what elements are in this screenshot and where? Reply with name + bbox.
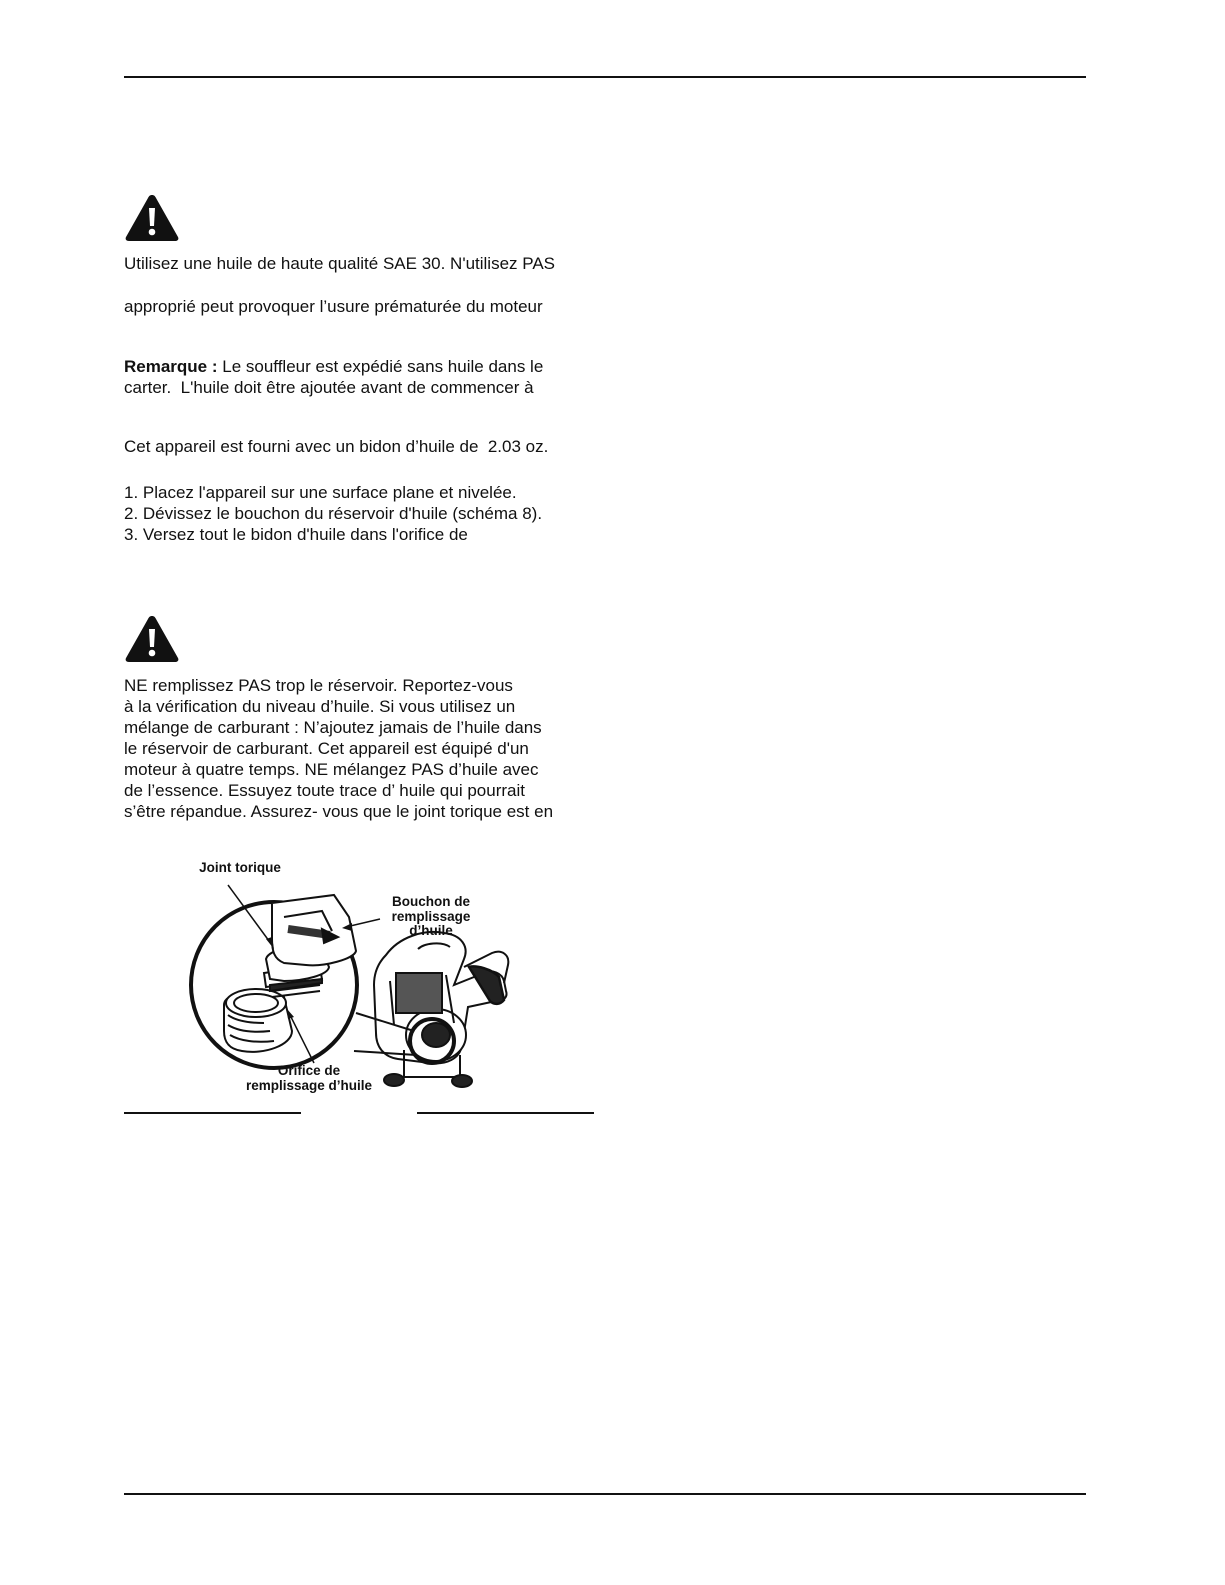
step-1: 1. Placez l'appareil sur une surface plane et nivelée.: [124, 483, 517, 502]
label-o-ring: Joint torique: [199, 860, 281, 875]
bottom-rule: [124, 1493, 1086, 1495]
warning2-line-2: à la vérification du niveau d’huile. Si vous utilisez un: [124, 697, 516, 716]
oil-fill-figure: [124, 855, 594, 1100]
supply-text: Cet appareil est fourni avec un bidon d’huile de 2.03 oz.: [124, 437, 549, 456]
step-2: 2. Dévissez le bouchon du réservoir d'huile (schéma 8).: [124, 504, 543, 523]
warning1-line-2: approprié peut provoquer l’usure prématurée du moteur: [124, 297, 543, 316]
warning2-line-4: le réservoir de carburant. Cet appareil est équipé d'un: [124, 739, 529, 758]
note-line-1: [124, 356, 543, 377]
caption-rule-right: [417, 1112, 594, 1114]
warning1-line-1: Utilisez une huile de haute qualité SAE 30. N'utilisez PAS: [124, 254, 556, 273]
label-oil-fill-cap: Bouchon de remplissage d’huile: [391, 894, 471, 938]
note-line-1-text: Le souffleur est expédié sans huile dans le: [217, 357, 544, 376]
warning2-line-7: s’être répandue. Assurez- vous que le joint torique est en: [124, 802, 554, 821]
warning-triangle-icon: [124, 614, 180, 664]
warning-triangle-icon: [124, 193, 180, 243]
caption-rule-left: [124, 1112, 301, 1114]
warning2-line-6: de l’essence. Essuyez toute trace d’ huile qui pourrait: [124, 781, 525, 800]
warning2-line-3: mélange de carburant : N’ajoutez jamais de l’huile dans: [124, 718, 542, 737]
note-line-2: carter. L'huile doit être ajoutée avant de commencer à: [124, 378, 534, 397]
top-rule: [124, 76, 1086, 78]
note-label: Remarque :: [124, 357, 218, 376]
label-oil-fill-port: Orifice de remplissage d’huile: [245, 1063, 373, 1093]
warning2-line-5: moteur à quatre temps. NE mélangez PAS d’huile avec: [124, 760, 539, 779]
warning2-line-1: NE remplissez PAS trop le réservoir. Reportez-vous: [124, 676, 513, 695]
step-3: 3. Versez tout le bidon d'huile dans l'orifice de: [124, 525, 468, 544]
